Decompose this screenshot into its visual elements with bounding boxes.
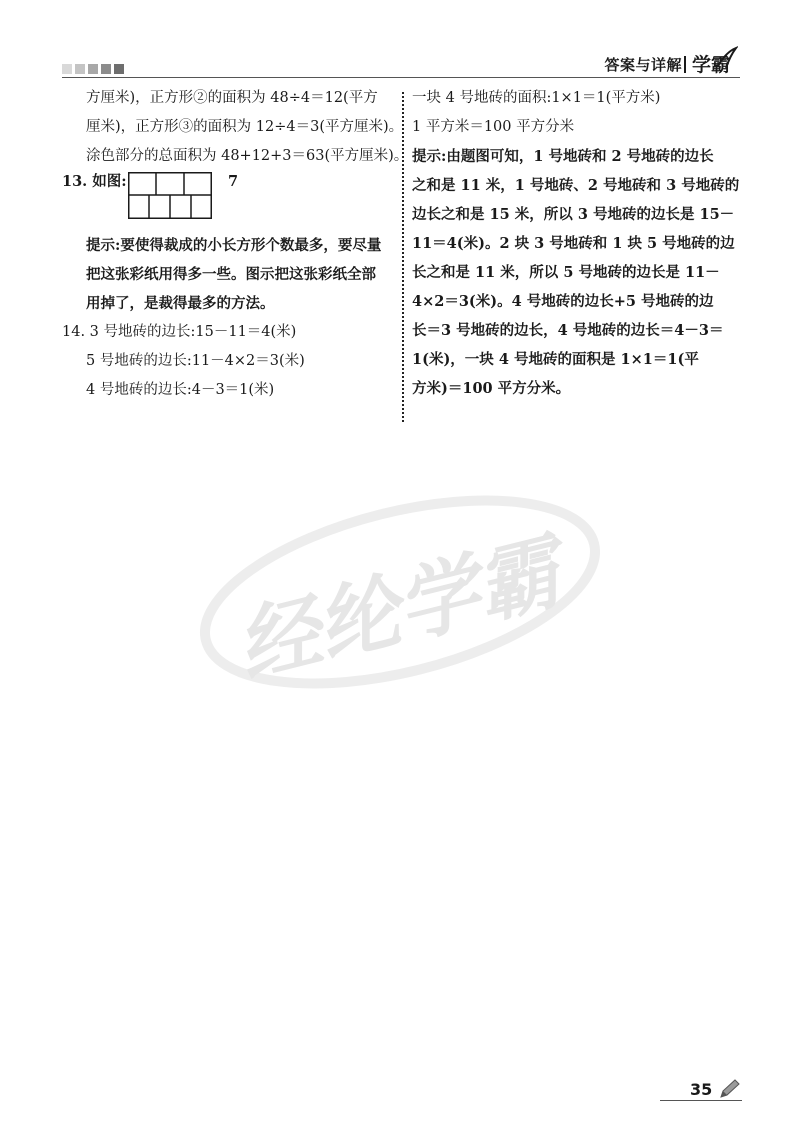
question-14-line: 14. 3 号地砖的边长:15－11＝4(米): [62, 324, 297, 340]
header-square: [114, 64, 124, 74]
question-13-label: 13. 如图:: [62, 173, 127, 190]
page-number: 35: [690, 1080, 713, 1099]
watermark-text: 经纶学霸: [227, 523, 570, 697]
tip-line: 把这张彩纸用得多一些。图示把这张彩纸全部: [86, 266, 376, 283]
tip-line: 长之和是 11 米，所以 5 号地砖的边长是 11－: [412, 264, 720, 281]
footer-rule: [660, 1100, 742, 1101]
text-line: 1 平方米＝100 平方分米: [412, 119, 575, 135]
tip-line: 11＝4(米)。2 块 3 号地砖和 1 块 5 号地砖的边: [412, 235, 735, 252]
question-13: [62, 171, 398, 231]
section-title: 答案与详解: [604, 56, 682, 74]
text-line: 涂色部分的总面积为 48+12+3＝63(平方厘米)。: [86, 148, 409, 164]
brand-logo: 学霸: [692, 54, 731, 76]
text-line: 厘米)，正方形③的面积为 12÷4＝3(平方厘米)。: [86, 119, 404, 135]
tip-line: 提示:由题图可知，1 号地砖和 2 号地砖的边长: [412, 148, 714, 165]
header-square: [101, 64, 111, 74]
paper-cut-diagram: [128, 172, 212, 219]
tip-line: 长＝3 号地砖的边长，4 号地砖的边长＝4－3＝: [412, 322, 724, 339]
header-square: [62, 64, 72, 74]
question-14-line: 5 号地砖的边长:11－4×2＝3(米): [86, 353, 305, 369]
watermark: [190, 452, 610, 712]
pencil-icon: [718, 1078, 742, 1100]
left-column: [62, 84, 409, 405]
text-line: 一块 4 号地砖的面积:1×1＝1(平方米): [412, 90, 661, 106]
tip-line: 1(米)，一块 4 号地砖的面积是 1×1＝1(平: [412, 351, 699, 368]
column-divider: [402, 92, 404, 422]
header-decor-squares: [62, 64, 124, 74]
header-square: [75, 64, 85, 74]
right-column: [412, 84, 746, 403]
question-13-answer: 7: [228, 173, 239, 190]
tip-line: 4×2＝3(米)。4 号地砖的边长+5 号地砖的边: [412, 293, 714, 310]
header-rule: [62, 77, 740, 78]
tip-line: 方米)＝100 平方分米。: [412, 380, 571, 397]
tip-line: 提示:要使得裁成的小长方形个数最多，要尽量: [86, 237, 382, 254]
header-separator: [684, 56, 686, 73]
text-line: 方厘米)，正方形②的面积为 48÷4＝12(平方: [86, 90, 378, 106]
question-14-line: 4 号地砖的边长:4－3＝1(米): [86, 382, 275, 398]
tip-line: 边长之和是 15 米，所以 3 号地砖的边长是 15－: [412, 206, 735, 223]
header-square: [88, 64, 98, 74]
brand-swoosh-icon: [716, 46, 738, 70]
tip-line: 用掉了，是裁得最多的方法。: [86, 295, 275, 312]
tip-line: 之和是 11 米，1 号地砖、2 号地砖和 3 号地砖的: [412, 177, 740, 194]
